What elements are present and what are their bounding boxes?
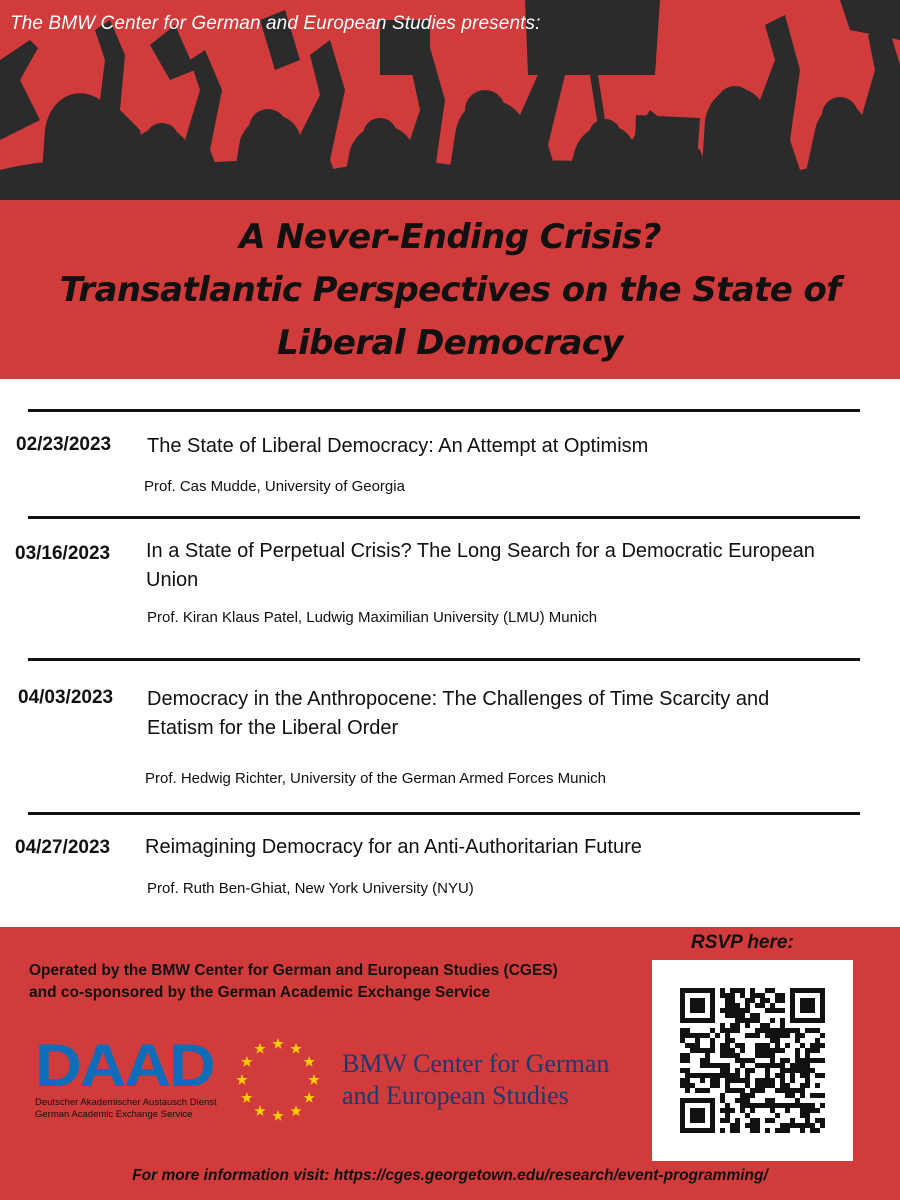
eu-star [303, 1092, 314, 1103]
header-banner [0, 0, 900, 200]
event-title [147, 685, 867, 743]
event-speaker: Prof. Cas Mudde, University of Georgia [144, 478, 405, 495]
eu-star [272, 1038, 283, 1049]
eu-star [290, 1105, 301, 1116]
eu-star [303, 1056, 314, 1067]
bmw-center-name-line-1: BMW Center for German [342, 1049, 610, 1078]
rsvp-label: RSVP here: [691, 932, 794, 953]
eu-star [272, 1110, 283, 1121]
event-title-line: Union [146, 569, 199, 591]
eu-star [241, 1056, 252, 1067]
event-date: 02/23/2023 [16, 434, 112, 455]
event-speaker: Prof. Ruth Ben-Ghiat, New York University (NYU) [147, 880, 474, 897]
event-series-title-line-3: Liberal Democracy [277, 323, 623, 363]
event-title-line: The State of Liberal Democracy: An Attempt at Optimism [147, 435, 649, 457]
more-info-link[interactable]: For more information visit: https://cges.georgetown.edu/research/event-programming/ [132, 1167, 768, 1184]
event-title [146, 537, 866, 595]
event-title-line: Democracy in the Anthropocene: The Challenges of Time Scarcity and [147, 688, 770, 710]
event-speaker: Prof. Hedwig Richter, University of the German Armed Forces Munich [145, 770, 607, 787]
daad-subtitle-de: Deutscher Akademischer Austausch Dienst [35, 1097, 217, 1108]
qr-code-icon[interactable] [652, 960, 853, 1161]
eu-star [308, 1074, 319, 1085]
rsvp-qr-code[interactable] [652, 960, 853, 1161]
daad-logo: DAAD [35, 1032, 214, 1099]
divider [28, 516, 860, 519]
event-date: 04/03/2023 [18, 687, 114, 708]
eu-star [254, 1043, 265, 1054]
eu-star [254, 1105, 265, 1116]
eu-star [241, 1092, 252, 1103]
event-title-line: Reimagining Democracy for an Anti-Authoritarian Future [145, 836, 642, 858]
eu-stars-icon [233, 1035, 323, 1125]
event-date: 04/27/2023 [15, 837, 111, 858]
operated-by-line-2: and co-sponsored by the German Academic Exchange Service [29, 984, 491, 1001]
divider [28, 658, 860, 661]
event-title-line: Etatism for the Liberal Order [147, 717, 399, 739]
presenter-line: The BMW Center for German and European Studies presents: [10, 13, 541, 34]
divider [28, 812, 860, 815]
bmw-center-name-line-2: and European Studies [342, 1081, 569, 1110]
operated-by-line-1: Operated by the BMW Center for German and European Studies (CGES) [29, 962, 558, 979]
event-series-title-line-1: A Never-Ending Crisis? [239, 217, 661, 257]
eu-star [236, 1074, 247, 1085]
event-title [145, 833, 865, 862]
eu-star [290, 1043, 301, 1054]
daad-subtitle-en: German Academic Exchange Service [35, 1109, 193, 1120]
event-series-title-line-2: Transatlantic Perspectives on the State of [59, 270, 841, 310]
event-speaker: Prof. Kiran Klaus Patel, Ludwig Maximilian University (LMU) Munich [147, 609, 598, 626]
title-band [0, 200, 900, 379]
event-date: 03/16/2023 [15, 543, 111, 564]
event-title [147, 432, 867, 461]
divider [28, 409, 860, 412]
event-title-line: In a State of Perpetual Crisis? The Long Search for a Democratic European [146, 540, 815, 562]
